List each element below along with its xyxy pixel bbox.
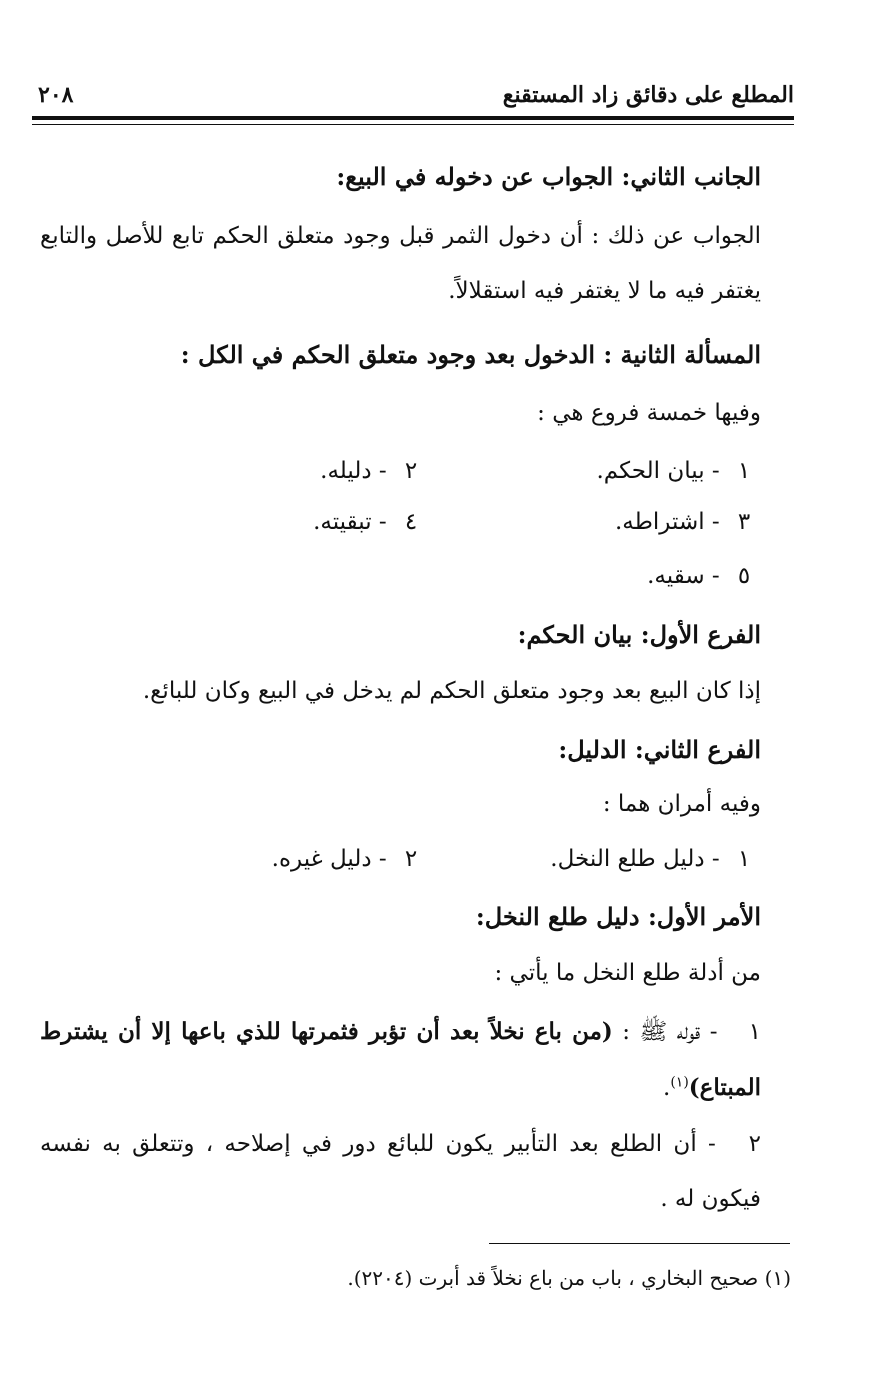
list-item (272, 846, 428, 872)
running-title: المطلع على دقائق زاد المستقنع (502, 82, 794, 108)
list-item (647, 563, 761, 589)
evidence-line (40, 1131, 761, 1157)
list-number: ٥ (737, 563, 751, 589)
sentence-end: . (663, 1075, 671, 1101)
list-number: ٢ (404, 846, 418, 872)
list-number: ٤ (404, 509, 418, 535)
list-number: ١ (737, 846, 751, 872)
branch-heading: الفرع الثاني: الدليل: (558, 735, 761, 764)
list-number: ٣ (737, 509, 751, 535)
list-item (550, 846, 761, 872)
hadith-quote: (من باع نخلاً بعد أن تؤبر فثمرتها للذي باعها إلا أن يشترط (40, 1018, 613, 1045)
list-number: ١ (748, 1019, 761, 1045)
paragraph-line: الجواب عن ذلك : أن دخول الثمر قبل وجود متعلق الحكم تابع للأصل والتابع (40, 223, 761, 249)
branch-heading: الفرع الأول: بيان الحكم: (517, 620, 761, 649)
list-item (615, 509, 761, 535)
footnote-separator (489, 1243, 790, 1244)
list-item (596, 458, 761, 484)
issue-heading: المسألة الثانية : الدخول بعد وجود متعلق الحكم في الكل : (180, 340, 761, 369)
issue-intro: وفيها خمسة فروع هي : (537, 400, 761, 426)
hadith-quote: المبتاع) (688, 1074, 761, 1101)
list-label: - دليل غيره. (271, 846, 387, 872)
list-label: - اشتراطه. (614, 509, 720, 535)
list-label: - تبقيته. (313, 509, 387, 535)
evidence-line (663, 1074, 761, 1101)
list-number: ٢ (404, 458, 418, 484)
list-item (313, 509, 428, 535)
evidence-line (40, 1017, 761, 1051)
list-label: - بيان الحكم. (596, 458, 720, 484)
page-header (38, 82, 794, 116)
evidence-prefix: - قوله ﷺ : (622, 1019, 718, 1045)
page-number: ٢٠٨ (38, 82, 74, 108)
matter-intro: من أدلة طلع النخل ما يأتي : (494, 960, 761, 986)
evidence-line: فيكون له . (660, 1186, 761, 1212)
list-number: ١ (737, 458, 751, 484)
list-item (320, 458, 428, 484)
footnote-ref: (١) (670, 1074, 689, 1091)
paragraph-line: يغتفر فيه ما لا يغتفر فيه استقلالاً. (448, 278, 761, 304)
evidence-text: - أن الطلع بعد التأبير يكون للبائع دور في إصلاحه ، وتتعلق به نفسه (40, 1131, 716, 1157)
footnote: (١) صحيح البخاري ، باب من باع نخلاً قد أبرت (٢٢٠٤). (347, 1266, 791, 1290)
branch-text: إذا كان البيع بعد وجود متعلق الحكم لم يدخل في البيع وكان للبائع. (142, 678, 761, 704)
list-label: - دليل طلع النخل. (550, 846, 720, 872)
header-rule-thick (32, 116, 794, 120)
matter-heading: الأمر الأول: دليل طلع النخل: (475, 902, 761, 931)
list-label: - سقيه. (647, 563, 720, 589)
list-number: ٢ (748, 1131, 762, 1157)
section-heading: الجانب الثاني: الجواب عن دخوله في البيع: (336, 162, 761, 191)
header-rule-thin (32, 124, 794, 125)
branch-intro: وفيه أمران هما : (602, 791, 761, 817)
list-label: - دليله. (320, 458, 387, 484)
